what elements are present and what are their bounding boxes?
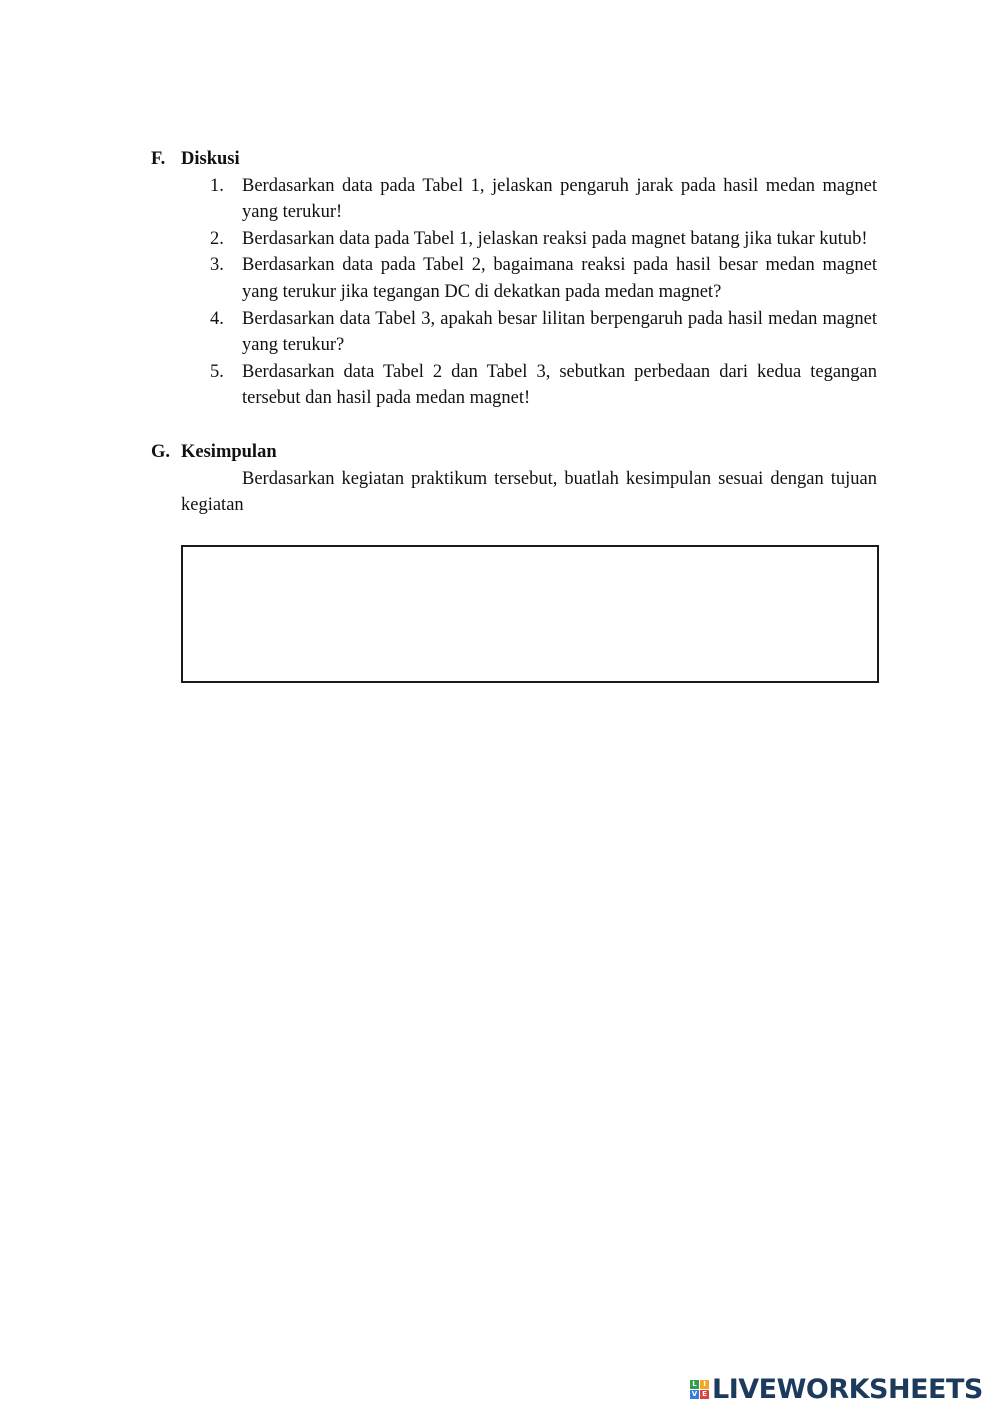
section-title: Diskusi (181, 149, 240, 169)
section-heading-kesimpulan (151, 439, 277, 466)
logo-letter-l: L (690, 1380, 699, 1389)
section-letter: F. (151, 149, 166, 169)
section-letter: G. (151, 442, 171, 462)
question-text: Berdasarkan data pada Tabel 1, jelaskan reaksi pada magnet batang jika tukar kutub! (242, 228, 868, 249)
question-number: 1. (210, 175, 224, 196)
question-number: 2. (210, 228, 224, 249)
conclusion-answer-box[interactable] (181, 545, 879, 683)
liveworksheets-brand (690, 1372, 983, 1406)
question-text: Berdasarkan data Tabel 2 dan Tabel 3, sebutkan perbedaan dari kedua tegangan tersebut dan hasil pada medan magnet! (242, 361, 877, 409)
discussion-question-list (210, 173, 877, 412)
list-item (210, 252, 877, 305)
question-text: Berdasarkan data Tabel 3, apakah besar lilitan berpengaruh pada hasil medan magnet yang terukur? (242, 308, 877, 356)
section-title: Kesimpulan (181, 442, 277, 462)
list-item (210, 173, 877, 226)
list-item (210, 359, 877, 412)
question-number: 5. (210, 361, 224, 382)
question-text: Berdasarkan data pada Tabel 1, jelaskan pengaruh jarak pada hasil medan magnet yang terukur! (242, 175, 877, 223)
conclusion-instruction: Berdasarkan kegiatan praktikum tersebut, buatlah kesimpulan sesuai dengan tujuan kegiatan (181, 468, 877, 516)
liveworksheets-logo-icon (690, 1380, 709, 1399)
list-item (210, 306, 877, 359)
section-heading-diskusi (151, 146, 240, 173)
question-number: 4. (210, 308, 224, 329)
brand-wordmark: LIVEWORKSHEETS (712, 1373, 983, 1405)
question-number: 3. (210, 255, 224, 276)
list-item (210, 226, 877, 253)
question-text: Berdasarkan data pada Tabel 2, bagaimana reaksi pada hasil besar medan magnet yang terukur jika tegangan DC di dekatkan pada medan magnet? (242, 255, 877, 302)
logo-letter-v: V (691, 1389, 698, 1398)
logo-letter-i: I (700, 1380, 709, 1389)
logo-letter-e: E (700, 1390, 709, 1399)
